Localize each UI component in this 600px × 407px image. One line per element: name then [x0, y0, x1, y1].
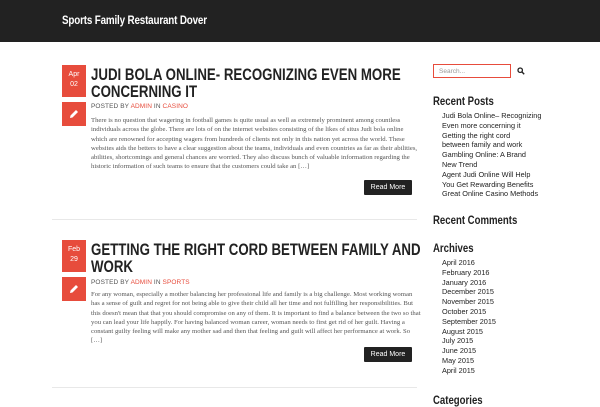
recent-posts-title: Recent Posts — [433, 94, 494, 108]
archive-link[interactable]: August 2015 — [442, 326, 483, 336]
recent-post-link[interactable]: between family and work — [442, 140, 523, 150]
post-date-day: 02 — [70, 81, 78, 88]
archives-list — [442, 258, 496, 376]
archive-link[interactable]: February 2016 — [442, 267, 490, 277]
recent-post-link[interactable]: Judi Bola Online– Recognizing — [442, 111, 542, 120]
post-date-day: 29 — [70, 256, 78, 263]
post-title-line[interactable]: WORK — [91, 257, 133, 276]
archive-link[interactable]: November 2015 — [442, 297, 494, 307]
search-input[interactable]: Search... — [433, 64, 511, 78]
post-meta — [91, 279, 190, 286]
in-label: IN — [153, 279, 161, 286]
post-excerpt: For any woman, especially a mother balancing her professional life and family is a big challenge. Most working woman has a sense of guilt and regret for not being able to give their child all her time and not fulfilling her responsibilities. But this doesn't mean that that you should compromise on any of them. It is important to find a balance between the two so that you can lead your life happily. For having balanced woman career, woman needs to first get rid of her guilt. Having a constant guilty feeling will make any mother sad and then that feeling and guilt will affect her performance at work. So […] — [91, 291, 421, 345]
archive-link[interactable]: June 2015 — [442, 346, 477, 356]
post-format-badge[interactable] — [62, 102, 86, 126]
post-title[interactable] — [91, 65, 401, 101]
post-title-line[interactable]: GETTING THE RIGHT CORD BETWEEN FAMILY AND — [91, 240, 421, 259]
post-meta — [91, 103, 188, 110]
pencil-icon — [68, 283, 80, 295]
post-title-line[interactable]: JUDI BOLA ONLINE- RECOGNIZING EVEN MORE — [91, 65, 401, 84]
recent-comments-title: Recent Comments — [433, 213, 518, 227]
recent-post-link[interactable]: You Get Rewarding Benefits — [442, 179, 534, 189]
categories-title: Categories — [433, 393, 483, 407]
pencil-icon — [68, 108, 80, 120]
archive-link[interactable]: October 2015 — [442, 306, 487, 316]
recent-post-link[interactable]: Great Online Casino Methods — [442, 189, 539, 199]
post-date-badge — [62, 65, 86, 97]
archive-link[interactable]: December 2015 — [442, 287, 494, 297]
archive-link[interactable]: January 2016 — [442, 277, 487, 287]
recent-post-link[interactable]: Agent Judi Online Will Help — [442, 169, 531, 179]
read-more-button[interactable]: Read More — [364, 347, 412, 362]
post-date-month: Apr — [68, 71, 80, 78]
post-date-month: Feb — [67, 246, 81, 253]
recent-post-link[interactable]: Gambling Online: A Brand — [442, 150, 526, 160]
in-label: IN — [153, 103, 161, 110]
archive-link[interactable]: September 2015 — [442, 316, 496, 326]
archive-link[interactable]: July 2015 — [442, 336, 474, 346]
read-more-button[interactable]: Read More — [364, 180, 412, 195]
recent-post-link[interactable]: Getting the right cord — [442, 130, 511, 140]
posted-by-label: POSTED BY — [91, 103, 129, 110]
archive-link[interactable]: April 2016 — [442, 258, 475, 267]
post-title-line[interactable]: CONCERNING IT — [91, 82, 198, 101]
posted-by-label: POSTED BY — [91, 279, 129, 286]
post-divider — [52, 219, 417, 220]
archives-title: Archives — [433, 241, 474, 255]
recent-post-link[interactable]: New Trend — [442, 159, 478, 169]
archive-link[interactable]: April 2015 — [442, 365, 475, 375]
post-divider — [52, 387, 417, 388]
author-link[interactable]: ADMIN — [130, 103, 153, 110]
post-format-badge[interactable] — [62, 277, 86, 301]
recent-posts-list — [442, 111, 541, 199]
recent-post-link[interactable]: Even more concerning it — [442, 120, 521, 130]
post-date-badge — [62, 240, 86, 272]
archive-link[interactable]: May 2015 — [442, 355, 475, 365]
author-link[interactable]: ADMIN — [130, 279, 153, 286]
category-link[interactable]: CASINO — [162, 103, 189, 110]
category-link[interactable]: SPORTS — [162, 279, 190, 286]
search-icon[interactable] — [517, 67, 525, 75]
post-excerpt: There is no question that wagering in football games is quite usual as well as extremely prominent among countless individuals across the globe. There are lots of on the internet websites consisting of the likes of situs Judi bola online which are renowned for accepting wagers from hundreds of clients not only in this nation yet across the world. These websites aids the betters to have a clear suggestion about the teams, individuals and even countries as far as their abilities, abilities, shortcomings and general chances are worried. They also discuss bunch of valuable information regarding the historic information of such teams to ensure that the customers could take an […] — [91, 117, 418, 171]
top-bar — [0, 0, 600, 42]
site-title[interactable]: Sports Family Restaurant Dover — [62, 13, 207, 27]
post-title[interactable] — [91, 240, 421, 276]
